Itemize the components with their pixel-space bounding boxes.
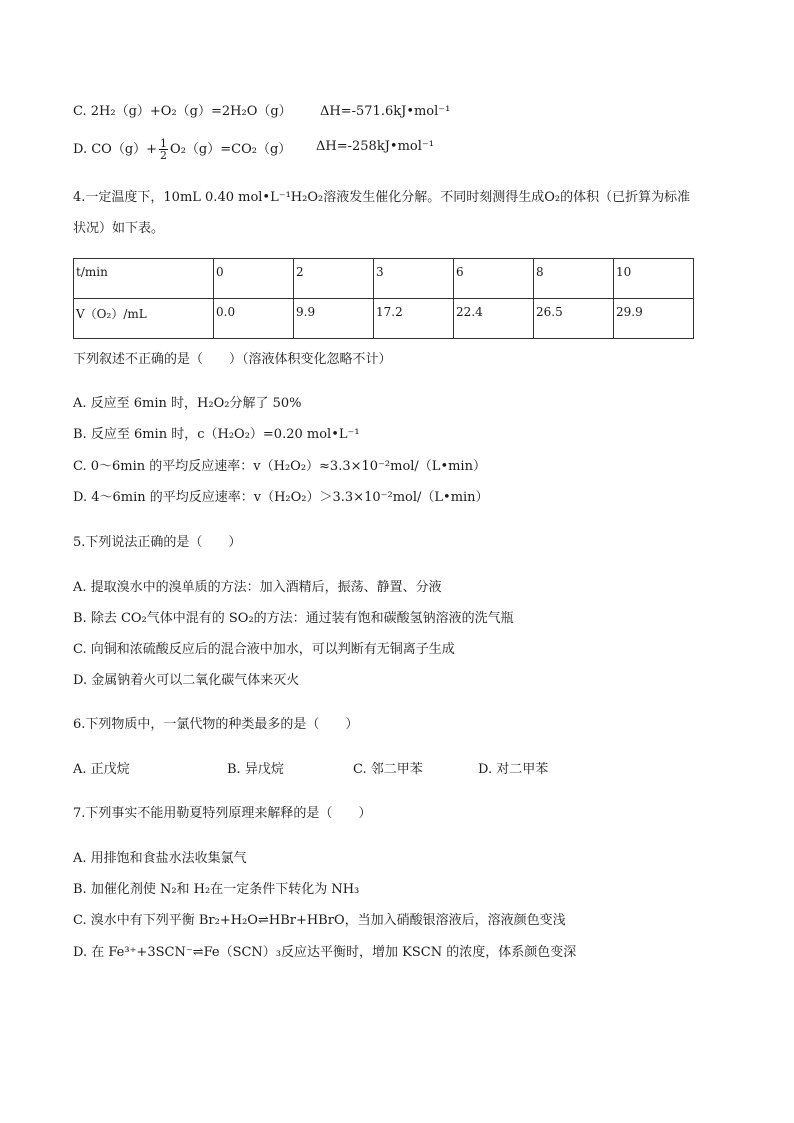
- q4-data-table: [73, 258, 694, 339]
- q6-option-c: C. 邻二甲苯: [353, 762, 423, 777]
- table-cell: 6: [454, 259, 534, 299]
- q7-option-a: A. 用排饱和食盐水法收集氯气: [73, 851, 247, 866]
- q6-option-b: B. 异戊烷: [227, 762, 284, 777]
- q4-stem-line1: 4.一定温度下，10mL 0.40 mol•L⁻¹H₂O₂溶液发生催化分解。不同时刻测得生成O₂的体积（已折算为标准: [73, 190, 691, 205]
- fraction-denominator: 2: [160, 149, 168, 162]
- table-cell: 0: [214, 259, 294, 299]
- q4-option-c: C. 0～6min 的平均反应速率：v（H₂O₂）≈3.3×10⁻²mol/（L•min）: [73, 459, 486, 474]
- q3-option-c-equation: 2H₂（g）+O₂（g）=2H₂O（g）: [90, 104, 292, 119]
- q6-option-d: D. 对二甲苯: [478, 762, 549, 777]
- q4-stem-line2: 状况）如下表。: [73, 221, 165, 236]
- fraction-numerator: 1: [160, 137, 168, 150]
- q3-option-c-label: C.: [73, 104, 87, 119]
- table-cell: 17.2: [374, 299, 454, 339]
- table-cell: 26.5: [534, 299, 614, 339]
- q5-option-c: C. 向铜和浓硫酸反应后的混合液中加水，可以判断有无铜离子生成: [73, 642, 455, 657]
- q6-option-a: A. 正戊烷: [73, 762, 130, 777]
- q7-stem: 7.下列事实不能用勒夏特列原理来解释的是（ ）: [73, 806, 372, 821]
- table-cell: 9.9: [294, 299, 374, 339]
- q4-option-a: A. 反应至 6min 时，H₂O₂分解了 50%: [73, 396, 302, 411]
- table-header-volume: V（O₂）/mL: [74, 299, 214, 339]
- table-cell: 29.9: [614, 299, 694, 339]
- q5-option-a: A. 提取溴水中的溴单质的方法：加入酒精后，振荡、静置、分液: [73, 580, 442, 595]
- q5-option-d: D. 金属钠着火可以二氧化碳气体来灭火: [73, 673, 300, 688]
- q3-option-c: [73, 103, 451, 121]
- table-cell: 8: [534, 259, 614, 299]
- q4-option-d: D. 4～6min 的平均反应速率：v（H₂O₂）＞3.3×10⁻²mol/（L•min）: [73, 490, 489, 505]
- q5-option-b: B. 除去 CO₂气体中混有的 SO₂的方法：通过装有饱和碳酸氢钠溶液的洗气瓶: [73, 611, 514, 626]
- q7-option-c: C. 溴水中有下列平衡 Br₂+H₂O⇌HBr+HBrO，当加入硝酸银溶液后，溶液颜色变浅: [73, 913, 566, 928]
- table-row-volume: [74, 299, 694, 339]
- q3-option-c-enthalpy: ΔH=-571.6kJ•mol⁻¹: [320, 104, 451, 119]
- q7-option-d: D. 在 Fe³⁺+3SCN⁻⇌Fe（SCN）₃反应达平衡时，增加 KSCN 的浓度，体系颜色变深: [73, 945, 577, 960]
- q4-option-b: B. 反应至 6min 时，c（H₂O₂）=0.20 mol•L⁻¹: [73, 427, 360, 442]
- q4-question: 下列叙述不正确的是（ ）（溶液体积变化忽略不计）: [73, 352, 392, 367]
- table-cell: 3: [374, 259, 454, 299]
- table-cell: 0.0: [214, 299, 294, 339]
- q3-option-d-suffix: O₂（g）=CO₂（g）: [170, 142, 292, 157]
- table-header-time: t/min: [74, 259, 214, 299]
- table-cell: 10: [614, 259, 694, 299]
- q5-stem: 5.下列说法正确的是（ ）: [73, 535, 242, 550]
- q3-option-d-enthalpy: ΔH=-258kJ•mol⁻¹: [316, 139, 434, 154]
- q3-option-d-prefix: D. CO（g）+: [73, 142, 158, 157]
- fraction-one-half: [159, 138, 168, 161]
- q7-option-b: B. 加催化剂使 N₂和 H₂在一定条件下转化为 NH₃: [73, 882, 360, 897]
- q3-option-d: [73, 137, 434, 162]
- table-row-time: [74, 259, 694, 299]
- q6-stem: 6.下列物质中，一氯代物的种类最多的是（ ）: [73, 717, 359, 732]
- table-cell: 2: [294, 259, 374, 299]
- table-cell: 22.4: [454, 299, 534, 339]
